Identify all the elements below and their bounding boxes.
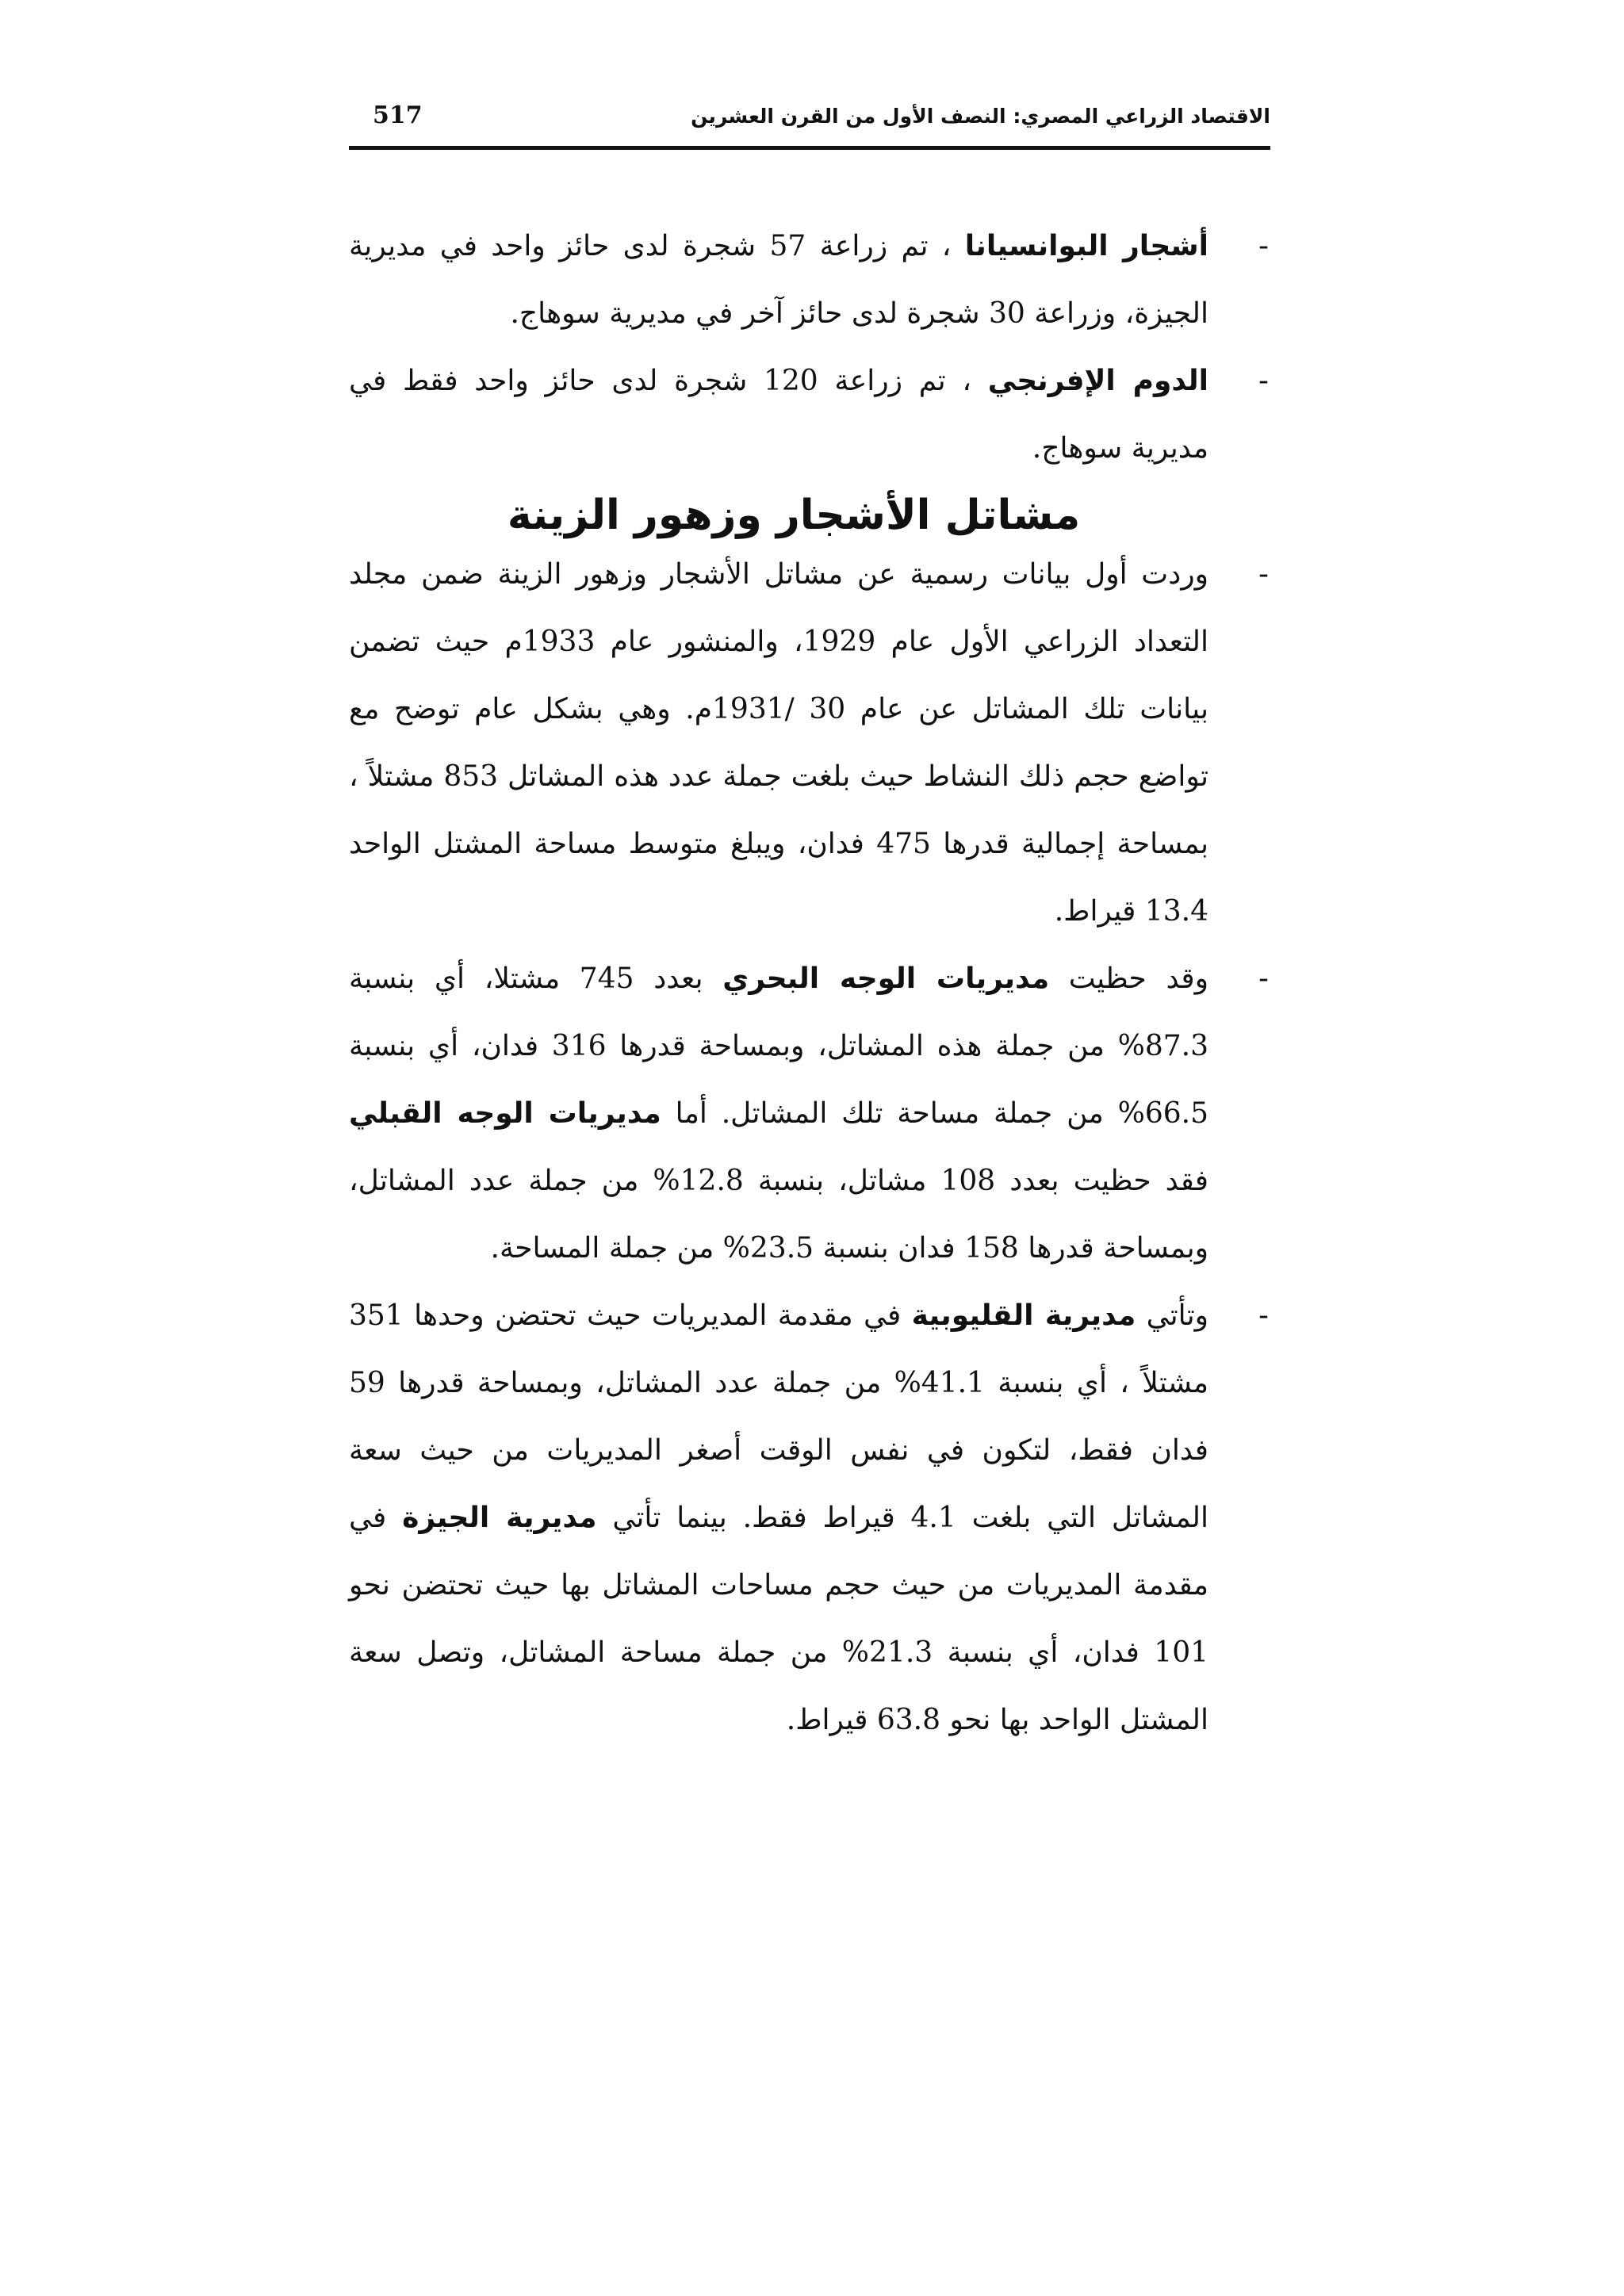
page-content <box>349 212 1270 1754</box>
bullet-dash: - <box>1258 962 1269 995</box>
paragraph-text: وتأتي <box>1136 1299 1209 1332</box>
running-header <box>349 100 1270 150</box>
bullet-dash: - <box>1258 230 1269 262</box>
bold-term: مديريات الوجه البحري <box>722 962 1050 995</box>
section-heading: مشاتل الأشجار وزهور الزينة <box>507 492 1081 539</box>
bold-term: مديرية القليوبية <box>911 1299 1136 1332</box>
paragraph-text: في مقدمة المديريات حيث تحتضن وحدها 351 مشتلاً ، أي بنسبة 41.1% من جملة عدد المشاتل، وبمساحة قدرها 59 فدان فقط، لتكون في نفس الوقت أصغر المديريات من حيث سعة المشاتل التي بلغت 4.1 قيراط فقط. بينما تأتي <box>349 1299 1208 1534</box>
bullet-dash: - <box>1258 365 1269 397</box>
bold-term: أشجار البوانسيانا <box>964 230 1209 262</box>
paragraph-text: بعدد 745 مشتلا، أي بنسبة 87.3% من جملة هذه المشاتل، وبمساحة قدرها 316 فدان، أي بنسبة 66.5% من جملة مساحة تلك المشاتل. أما <box>349 962 1208 1130</box>
paragraph-text: فقد حظيت بعدد 108 مشاتل، بنسبة 12.8% من جملة عدد المشاتل، وبمساحة قدرها 158 فدان بنسبة 23.5% من جملة المساحة. <box>349 1165 1208 1265</box>
bold-term: مديرية الجيزة <box>402 1502 597 1534</box>
list-item <box>349 1282 1270 1754</box>
paragraph-text: وقد حظيت <box>1049 962 1208 995</box>
list-item <box>349 541 1270 945</box>
list-item <box>349 347 1270 482</box>
page-number: 517 <box>373 101 423 129</box>
header-title: الاقتصاد الزراعي المصري: النصف الأول من القرن العشرين <box>691 105 1270 128</box>
bullet-dash: - <box>1258 1299 1269 1332</box>
bullet-dash: - <box>1258 558 1269 591</box>
list-item <box>349 212 1270 347</box>
paragraph-text: ، تم زراعة 120 شجرة لدى حائز واحد فقط في مديرية سوهاج. <box>349 365 1208 465</box>
bold-term: الدوم الإفرنجي <box>987 365 1208 397</box>
paragraph-text: ، تم زراعة 57 شجرة لدى حائز واحد في مديرية الجيزة، وزراعة 30 شجرة لدى حائز آخر في مديرية سوهاج. <box>349 230 1208 330</box>
list-item <box>349 945 1270 1282</box>
paragraph-text: وردت أول بيانات رسمية عن مشاتل الأشجار وزهور الزينة ضمن مجلد التعداد الزراعي الأول عام 1929، والمنشور عام 1933م حيث تضمن بيانات تلك المشاتل عن عام 30 /1931م. وهي بشكل عام توضح مع تواضع حجم ذلك النشاط حيث بلغت جملة عدد هذه المشاتل 853 مشتلاً ، بمساحة إجمالية قدرها 475 فدان، ويبلغ متوسط مساحة المشتل الواحد 13.4 قيراط. <box>349 558 1208 928</box>
paragraph-text: في مقدمة المديريات من حيث حجم مساحات المشاتل بها حيث تحتضن نحو 101 فدان، أي بنسبة 21.3% من جملة مساحة المشاتل، وتصل سعة المشتل الواحد بها نحو 63.8 قيراط. <box>349 1502 1209 1736</box>
bold-term: مديريات الوجه القبلي <box>349 1097 661 1130</box>
